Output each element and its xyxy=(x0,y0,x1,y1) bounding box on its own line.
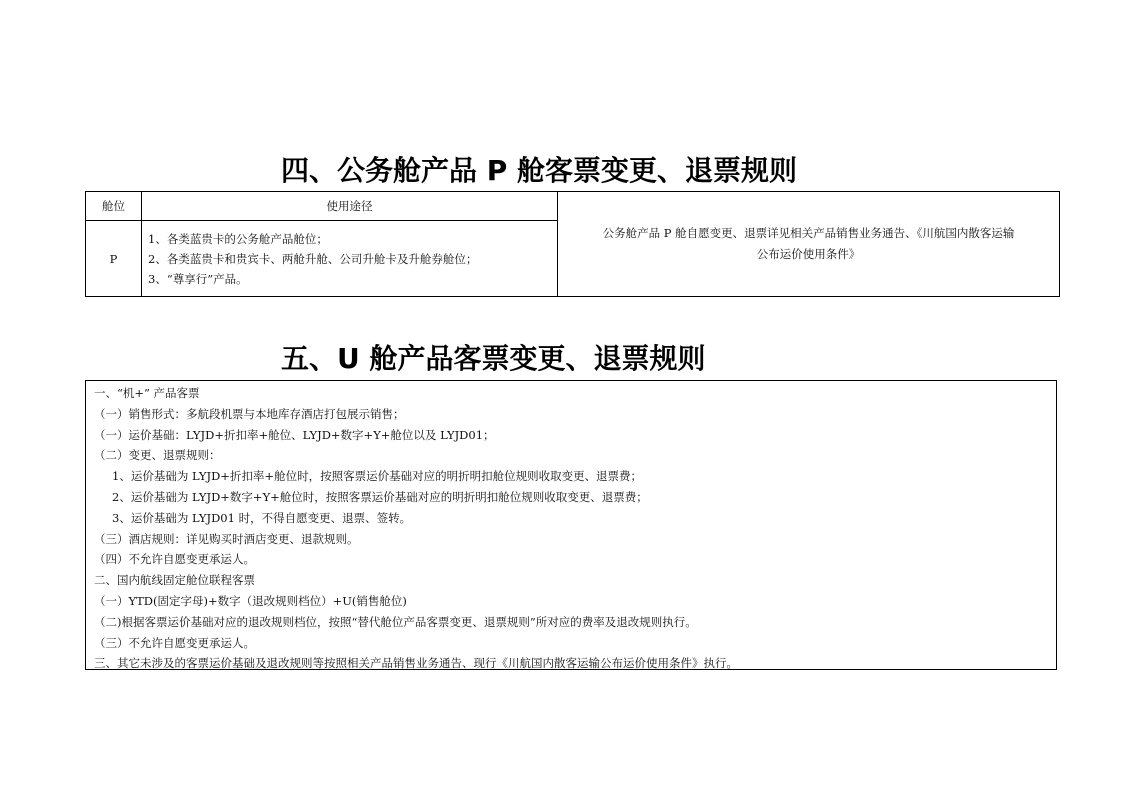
rule-text-line: （一）运价基础：LYJD+折扣率+舱位、LYJD+数字+Y+舱位以及 LYJD01； xyxy=(94,427,495,442)
rule-text-line: （一）YTD(固定字母)+数字（退改规则档位）+U(销售舱位) xyxy=(94,593,407,608)
section-4-title: 四、公务舱产品 P 舱客票变更、退票规则 xyxy=(281,154,798,187)
rule-text-line: （四）不允许自愿变更承运人。 xyxy=(94,552,255,567)
rule-text-line: （二)根据客票运价基础对应的退改规则档位，按照“替代舱位产品客票变更、退票规则”所对应的费率及退改规则执行。 xyxy=(94,614,697,629)
rule-text-line: （三）酒店规则：详见购买时酒店变更、退款规则。 xyxy=(94,531,359,546)
rule-text-line: （一）销售形式：多航段机票与本地库存酒店打包展示销售； xyxy=(94,406,405,421)
usage-item: 1、各类蓝贵卡的公务舱产品舱位； xyxy=(148,231,328,246)
section-5-title: 五、U 舱产品客票变更、退票规则 xyxy=(281,342,706,375)
rule-line: 公务舱产品 P 舱自愿变更、退票详见相关产品销售业务通告、《川航国内散客运输 xyxy=(602,226,1015,240)
rule-description-cell xyxy=(558,192,1060,297)
cabin-code-cell: P xyxy=(86,221,142,297)
rule-line: 公布运价使用条件》 xyxy=(756,247,861,261)
rule-text-line: 三、其它未涉及的客票运价基础及退改规则等按照相关产品销售业务通告、现行《川航国内散客运输公布运价使用条件》执行。 xyxy=(94,656,738,671)
cabin-header-cell: 舱位 xyxy=(86,192,142,221)
usage-header-cell: 使用途径 xyxy=(142,192,558,221)
rule-text-line: 2、运价基础为 LYJD+数字+Y+舱位时，按照客票运价基础对应的明折明扣舱位规则收取变更、退票费； xyxy=(112,489,648,504)
usage-list-cell xyxy=(142,221,558,297)
rule-text-line: 二、国内航线固定舱位联程客票 xyxy=(94,573,255,588)
rule-text-line: 1、运价基础为 LYJD+折扣率+舱位时，按照客票运价基础对应的明折明扣舱位规则收取变更、退票费； xyxy=(112,469,643,484)
rule-text-line: （三）不允许自愿变更承运人。 xyxy=(94,635,255,650)
u-cabin-rules-box xyxy=(85,380,1057,670)
usage-item: 3、“尊享行”产品。 xyxy=(148,271,248,286)
rule-text-line: 一、“机+” 产品客票 xyxy=(94,386,200,400)
rule-text-line: （二）变更、退票规则： xyxy=(94,448,221,463)
p-cabin-rules-table xyxy=(85,191,1060,297)
usage-item: 2、各类蓝贵卡和贵宾卡、两舱升舱、公司升舱卡及升舱券舱位； xyxy=(148,251,478,266)
rule-text-line: 3、运价基础为 LYJD01 时，不得自愿变更、退票、签转。 xyxy=(112,510,412,525)
